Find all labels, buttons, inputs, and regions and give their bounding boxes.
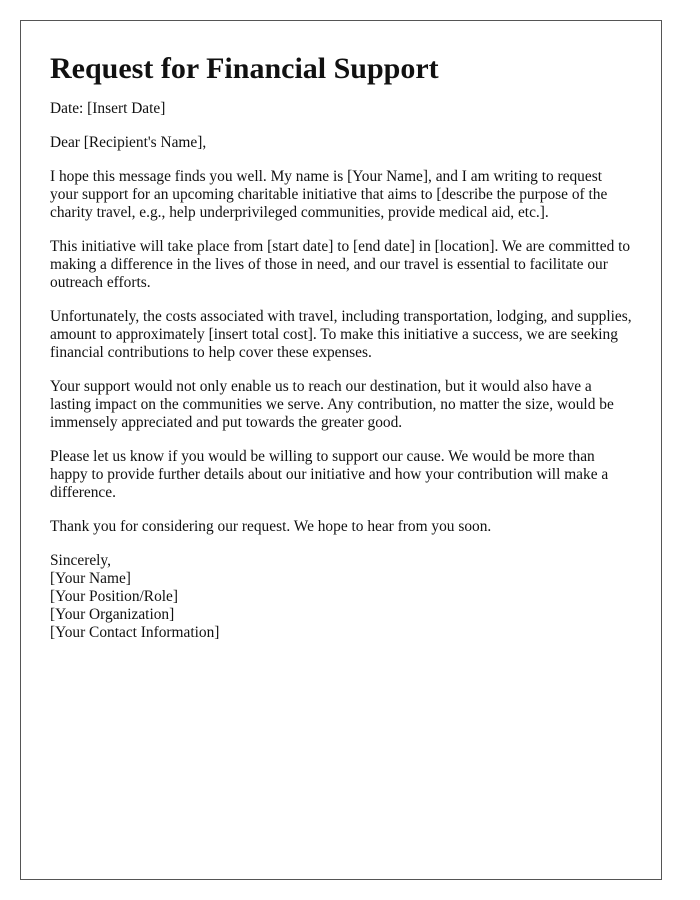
paragraph-costs: Unfortunately, the costs associated with travel, including transportation, lodging, and supplies, amount to approximately [insert total cost]. To make this initiative a success, we are seeking financial contributions to help cover these expenses. bbox=[50, 308, 632, 361]
signature-block bbox=[50, 552, 634, 642]
sender-organization: [Your Organization] bbox=[50, 606, 175, 623]
paragraph-introduction: I hope this message finds you well. My name is [Your Name], and I am writing to request your support for an upcoming charitable initiative that aims to [describe the purpose of the charity travel, e.g., help underprivileged communities, provide medical aid, etc.]. bbox=[50, 168, 608, 221]
sender-name: [Your Name] bbox=[50, 570, 131, 587]
salutation: Dear [Recipient's Name], bbox=[50, 134, 207, 151]
paragraph-impact: Your support would not only enable us to reach our destination, but it would also have a lasting impact on the communities we serve. Any contribution, no matter the size, would be immensely appreciated and put towards the greater good. bbox=[50, 378, 614, 431]
letter-page bbox=[20, 20, 662, 880]
letter-title: Request for Financial Support bbox=[50, 52, 439, 85]
paragraph-schedule: This initiative will take place from [start date] to [end date] in [location]. We are committed to making a difference in the lives of those in need, and our travel is essential to facilitate our outreach efforts. bbox=[50, 238, 631, 291]
paragraph-request: Please let us know if you would be willing to support our cause. We would be more than happy to provide further details about our initiative and how your contribution will make a difference. bbox=[50, 448, 609, 501]
sender-contact: [Your Contact Information] bbox=[50, 624, 220, 641]
sender-position: [Your Position/Role] bbox=[50, 588, 178, 605]
letter-body bbox=[50, 51, 634, 642]
date-line: Date: [Insert Date] bbox=[50, 100, 166, 117]
paragraph-thanks: Thank you for considering our request. We hope to hear from you soon. bbox=[50, 518, 492, 535]
valediction: Sincerely, bbox=[50, 552, 111, 569]
